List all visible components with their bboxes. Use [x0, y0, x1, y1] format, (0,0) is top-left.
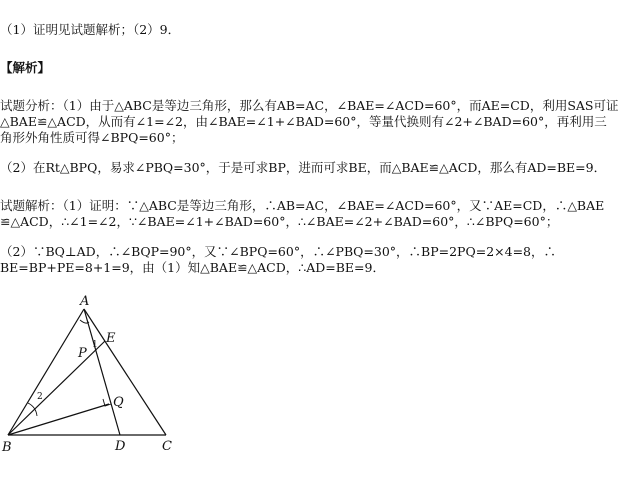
segment-ac	[84, 309, 166, 435]
geometry-figure	[0, 285, 200, 455]
label-b: B	[2, 440, 12, 455]
label-e: E	[106, 331, 116, 346]
solution-line-4: BE=BP+PE=8+1=9，由（1）知△BAE≌△ACD，∴AD=BE=9．	[0, 260, 385, 275]
analysis-heading: 【解析】	[0, 60, 51, 75]
analysis-line-1: 试题分析：（1）由于△ABC是等边三角形，那么有AB=AC，∠BAE=∠ACD=60°，而AE=CD，利用SAS可证	[0, 98, 619, 113]
label-angle-2: 2	[37, 392, 43, 402]
label-a: A	[80, 294, 90, 309]
label-q: Q	[113, 395, 124, 410]
label-p: P	[78, 346, 87, 361]
label-angle-1: 1	[92, 340, 98, 350]
label-c: C	[162, 439, 172, 454]
solution-line-1: 试题解析：（1）证明：∵△ABC是等边三角形，∴AB=AC，∠BAE=∠ACD=60°，又∵AE=CD，∴△BAE	[0, 198, 605, 213]
label-d: D	[115, 439, 126, 454]
answer-line: （1）证明见试题解析；（2）9．	[0, 22, 181, 37]
segment-ad	[84, 309, 120, 435]
solution-line-3: （2）∵BQ⊥AD，∴∠BQP=90°，又∵∠BPQ=60°，∴∠PBQ=30°，∴BP=2PQ=2×4=8，∴	[0, 244, 556, 259]
analysis-line-2: △BAE≌△ACD，从而有∠1=∠2，由∠BAE=∠1+∠BAD=60°，等量代换则有∠2+∠BAD=60°，再利用三	[0, 114, 607, 129]
analysis-line-3: 角形外角性质可得∠BPQ=60°；	[0, 130, 184, 145]
analysis-line-4: （2）在Rt△BPQ，易求∠PBQ=30°，于是可求BP，进而可求BE，而△BAE≌△ACD，那么有AD=BE=9．	[0, 160, 607, 175]
solution-line-2: ≌△ACD，∴∠1=∠2，∵∠BAE=∠1+∠BAD=60°，∴∠BAE=∠2+∠BAD=60°，∴∠BPQ=60°；	[0, 214, 559, 229]
